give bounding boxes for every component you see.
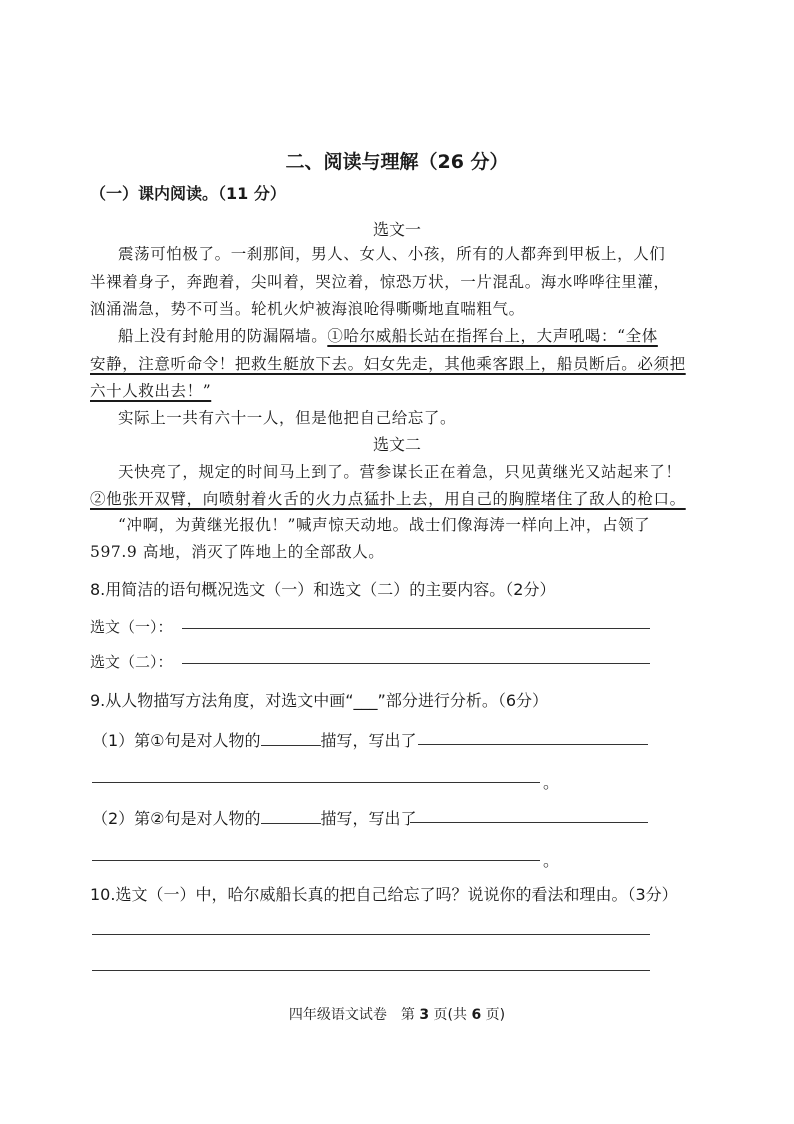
passage1-p2-plain: 船上没有封舱用的防漏隔墙。 bbox=[118, 327, 328, 345]
question9-text: 9.从人物描写方法角度，对选文中画“___”部分进行分析。（6分） bbox=[90, 691, 549, 710]
page-footer bbox=[0, 1004, 794, 1024]
footer-page-number: 3 bbox=[419, 1007, 430, 1023]
passage2-p1-line1: 天快亮了，规定的时间马上到了。营参谋长正在着急，只见黄继光又站起来了！ bbox=[118, 463, 682, 481]
question8-answer1-line[interactable] bbox=[182, 628, 650, 629]
question9-sub1 bbox=[92, 728, 417, 751]
section-title: 二、阅读与理解（26 分） bbox=[285, 151, 509, 173]
question9-sub1-suffix: 描写，写出了 bbox=[320, 731, 417, 750]
passage2-underlined-2: ②他张开双臂，向喷射着火舌的火力点猛扑上去，用自己的胸膛堵住了敌人的枪口。 bbox=[90, 490, 686, 508]
question9-sub2 bbox=[92, 806, 417, 829]
passage1-p1-line3: 汹涌湍急，势不可当。轮机火炉被海浪呛得嘶嘶地直喘粗气。 bbox=[90, 300, 525, 318]
question10-text: 10.选文（一）中，哈尔威船长真的把自己给忘了吗？说说你的看法和理由。（3分） bbox=[90, 885, 678, 904]
question9-sub2-prefix: （2）第②句是对人物的 bbox=[92, 809, 261, 828]
footer-prefix: 四年级语文试卷 第 bbox=[288, 1007, 420, 1023]
question10-answer-line1[interactable] bbox=[92, 934, 650, 935]
question9-sub1-period: 。 bbox=[543, 773, 560, 792]
passage1-p1-line1: 震荡可怕极了。一刹那间，男人、女人、小孩，所有的人都奔到甲板上，人们 bbox=[118, 245, 666, 263]
question9-sub1-blank[interactable] bbox=[261, 731, 321, 746]
passage1-p1-line2: 半裸着身子，奔跑着，尖叫着，哭泣着，惊恐万状，一片混乱。海水哗哗往里灌， bbox=[90, 273, 670, 291]
passage1-p3: 实际上一共有六十一人，但是他把自己给忘了。 bbox=[118, 409, 457, 427]
question8-label1: 选文（一）： bbox=[90, 618, 173, 636]
question9-sub2-blank[interactable] bbox=[261, 809, 321, 824]
subsection-title: （一）课内阅读。（11 分） bbox=[90, 184, 286, 203]
question9-sub2-suffix: 描写，写出了 bbox=[320, 809, 417, 828]
question9-sub2-answer-line[interactable] bbox=[410, 822, 648, 823]
question9-sub2-answer-line2[interactable] bbox=[92, 860, 540, 861]
passage1-underlined-1c: 六十人救出去！” bbox=[90, 382, 212, 400]
passage1-underlined-1b: 安静，注意听命令！把救生艇放下去。妇女先走，其他乘客跟上，船员断后。必须把 bbox=[90, 355, 686, 373]
footer-mid: 页(共 bbox=[429, 1007, 472, 1023]
question8-label2: 选文（二）： bbox=[90, 653, 173, 671]
question9-sub1-prefix: （1）第①句是对人物的 bbox=[92, 731, 261, 750]
passage2-p2-line2: 597.9 高地，消灭了阵地上的全部敌人。 bbox=[90, 543, 385, 561]
question9-sub1-answer-line[interactable] bbox=[418, 744, 648, 745]
passage1-p2-line1 bbox=[118, 324, 658, 346]
question8-text: 8.用简洁的语句概况选文（一）和选文（二）的主要内容。（2分） bbox=[90, 580, 556, 599]
footer-suffix: 页) bbox=[481, 1007, 506, 1023]
question10-answer-line2[interactable] bbox=[92, 970, 650, 971]
footer-total-pages: 6 bbox=[471, 1007, 482, 1023]
passage2-p2-line1: “冲啊，为黄继光报仇！”喊声惊天动地。战士们像海涛一样向上冲，占领了 bbox=[118, 516, 651, 534]
question8-answer2-line[interactable] bbox=[182, 663, 650, 664]
passage1-title: 选文一 bbox=[372, 220, 421, 239]
passage1-underlined-1a: ①哈尔威船长站在指挥台上，大声吼喝：“全体 bbox=[327, 327, 658, 345]
passage2-title: 选文二 bbox=[372, 435, 421, 454]
question9-sub1-answer-line2[interactable] bbox=[92, 782, 540, 783]
question9-sub2-period: 。 bbox=[543, 851, 560, 870]
